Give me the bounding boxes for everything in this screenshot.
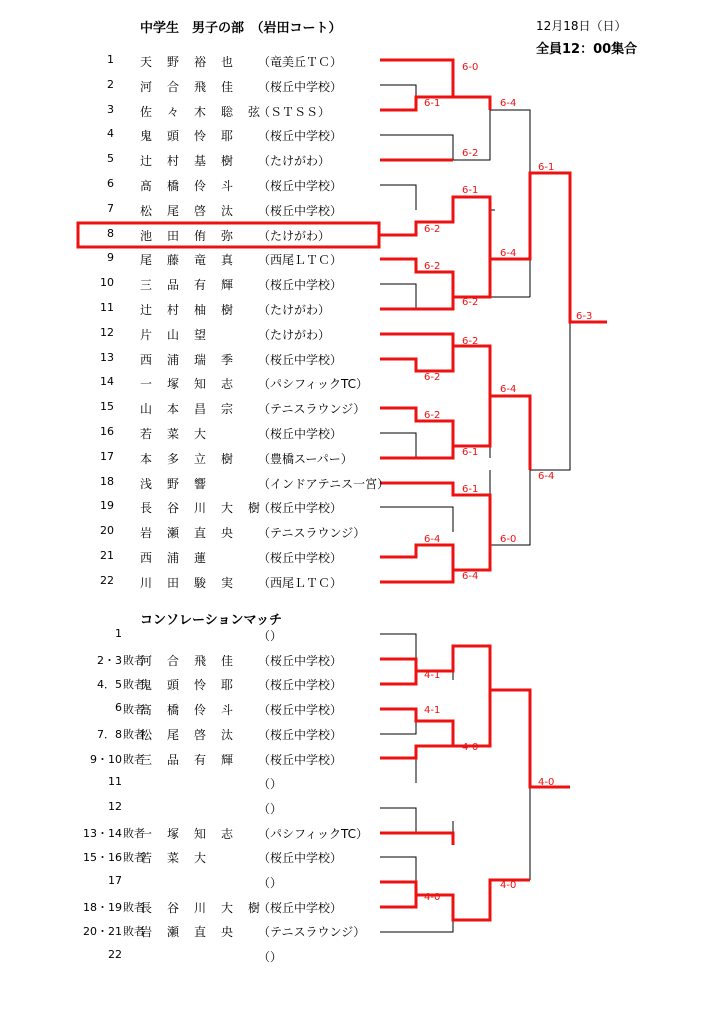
consolation-number: 18・19 (83, 900, 122, 914)
consolation-match-score: 4-1 (424, 705, 441, 716)
match-score: 6-2 (462, 148, 479, 159)
player-number: 16 (100, 425, 114, 438)
consolation-match-score: 4-0 (538, 777, 555, 788)
consolation-match-score: 4-1 (424, 670, 441, 681)
consolation-player-club: （桜丘中学校） (258, 851, 343, 866)
player-club: （たけがわ） (258, 327, 331, 342)
consolation-number: 22 (108, 948, 122, 962)
consolation-player-name: 松尾啓汰 (140, 727, 249, 742)
consolation-number: 17 (108, 874, 122, 887)
player-number: 15 (100, 400, 114, 414)
player-name: 長谷川大樹 (140, 501, 276, 516)
consolation-number: 4．5 (97, 678, 122, 692)
player-name: 西浦瑞季 (140, 352, 249, 367)
consolation-number: 12 (108, 799, 122, 813)
player-club: （桜丘中学校） (258, 427, 343, 441)
consolation-player-club: （桜丘中学校） (258, 678, 343, 693)
player-name: 髙橋伶斗 (140, 179, 249, 193)
player-number: 19 (100, 499, 114, 513)
loser-label: 敗者 (123, 653, 145, 667)
consolation-player-club: （） (258, 629, 283, 643)
player-name: 松尾啓汰 (140, 203, 249, 218)
loser-label: 敗者 (123, 826, 145, 840)
player-name: 池田侑弥 (140, 228, 249, 243)
consolation-number: 2・3 (97, 653, 122, 667)
consolation-player-club: （桜丘中学校） (258, 900, 343, 915)
page-title: 中学生 男子の部 （岩田コート） (140, 21, 342, 36)
player-number: 18 (100, 474, 114, 488)
player-club: （たけがわ） (258, 228, 331, 243)
player-name: 辻村基樹 (140, 154, 249, 169)
player-club: （桜丘中学校） (258, 179, 343, 193)
consolation-player-name: 髙橋伶斗 (140, 703, 249, 718)
player-number: 6 (107, 177, 114, 190)
consolation-player-name: 鬼頭怜耶 (140, 678, 249, 693)
player-name: 西浦蓮 (140, 551, 222, 565)
loser-label: 敗者 (123, 900, 145, 914)
match-score: 6-3 (576, 311, 593, 322)
player-club: （桜丘中学校） (258, 129, 343, 144)
match-score: 6-1 (462, 447, 479, 458)
loser-label: 敗者 (123, 925, 145, 939)
match-score: 6-1 (462, 185, 479, 196)
consolation-number: 20・21 (83, 925, 122, 939)
loser-label: 敗者 (123, 678, 145, 692)
loser-label: 敗者 (123, 851, 145, 865)
player-name: 山本昌宗 (140, 402, 249, 417)
consolation-player-club: （） (258, 950, 283, 965)
consolation-player-club: （テニスラウンジ） (258, 925, 366, 940)
player-club: （竜美丘ＴＣ） (258, 55, 343, 69)
consolation-player-club: （） (258, 777, 283, 792)
player-number: 11 (100, 301, 114, 314)
player-club: （桜丘中学校） (258, 79, 343, 94)
player-club: （桜丘中学校） (258, 551, 343, 565)
player-number: 22 (100, 573, 114, 587)
player-number: 20 (100, 524, 114, 538)
consolation-player-name: 長谷川大樹 (140, 900, 276, 915)
loser-label: 敗者 (123, 727, 145, 741)
consolation-match-score: 4-0 (424, 892, 441, 903)
player-number: 8 (107, 226, 114, 240)
loser-label: 敗者 (123, 752, 145, 766)
player-name: 岩瀬直央 (140, 526, 249, 541)
player-club: （豊橋スーパー） (258, 451, 353, 466)
player-name: 片山望 (140, 327, 222, 342)
match-score: 6-1 (462, 484, 479, 495)
match-score: 6-4 (500, 248, 517, 259)
player-number: 7 (107, 201, 114, 215)
consolation-number: 15・16 (83, 851, 122, 865)
player-name: 天野裕也 (140, 55, 249, 69)
consolation-match-score: 4-0 (462, 742, 479, 753)
player-number: 4 (107, 127, 114, 141)
player-name: 河合飛佳 (140, 79, 249, 94)
consolation-player-name: 三品有輝 (140, 752, 249, 767)
player-club: （桜丘中学校） (258, 278, 343, 293)
player-club: （ＳＴＳＳ） (258, 104, 331, 119)
event-date: 12月18日（日） (536, 19, 627, 33)
consolation-player-name: 一塚知志 (140, 826, 249, 841)
player-number: 17 (100, 449, 114, 463)
player-number: 14 (100, 375, 114, 389)
consolation-number: 9・10 (90, 752, 122, 766)
player-number: 10 (100, 276, 114, 290)
player-number: 5 (107, 152, 114, 166)
match-score: 6-2 (462, 336, 479, 347)
player-name: 浅野響 (140, 476, 222, 491)
player-club: （テニスラウンジ） (258, 402, 366, 417)
match-score: 6-1 (424, 98, 441, 109)
match-score: 6-2 (424, 261, 441, 272)
consolation-title: コンソレーションマッチ (140, 613, 282, 628)
player-number: 3 (107, 102, 114, 116)
match-score: 6-0 (462, 62, 479, 73)
match-score: 6-4 (500, 384, 517, 395)
player-number: 21 (100, 549, 114, 562)
assembly-time: 全員12：00集合 (536, 42, 638, 57)
consolation-player-name: 若菜大 (140, 851, 222, 866)
player-club: （たけがわ） (258, 154, 331, 169)
consolation-player-club: （桜丘中学校） (258, 752, 343, 767)
player-number: 2 (107, 77, 114, 91)
player-club: （たけがわ） (258, 303, 331, 317)
player-name: 本多立樹 (140, 451, 249, 466)
player-number: 1 (107, 53, 114, 66)
match-score: 6-4 (424, 534, 441, 545)
player-name: 辻村柚樹 (140, 303, 249, 317)
match-score: 6-2 (424, 372, 441, 383)
player-number: 9 (107, 251, 114, 265)
match-score: 6-0 (500, 534, 517, 545)
player-name: 三品有輝 (140, 278, 249, 293)
consolation-player-club: （桜丘中学校） (258, 727, 343, 742)
consolation-player-club: （桜丘中学校） (258, 703, 343, 718)
consolation-player-club: （パシフィックTC） (258, 826, 369, 841)
consolation-number: 7．8 (97, 727, 122, 741)
player-number: 13 (100, 350, 114, 364)
match-score: 6-2 (462, 297, 479, 308)
consolation-number: 13・14 (83, 826, 122, 840)
consolation-match-score: 4-0 (500, 880, 517, 891)
consolation-player-club: （） (258, 801, 283, 816)
match-score: 6-4 (538, 471, 555, 482)
player-club: （テニスラウンジ） (258, 526, 366, 541)
loser-label: 敗者 (123, 703, 145, 717)
match-score: 6-1 (538, 162, 555, 173)
consolation-number: 1 (115, 627, 122, 640)
player-number: 12 (100, 325, 114, 339)
consolation-number: 6 (115, 701, 122, 715)
consolation-player-club: （） (258, 876, 283, 890)
player-club: （インドアテニス一宮） (258, 476, 390, 491)
player-club: （桜丘中学校） (258, 501, 343, 516)
consolation-player-name: 河合飛佳 (140, 653, 249, 668)
player-name: 佐々木聡弦 (140, 104, 276, 119)
consolation-number: 11 (108, 775, 122, 789)
player-name: 鬼頭怜耶 (140, 129, 249, 144)
player-club: （西尾ＬＴＣ） (258, 253, 343, 268)
player-name: 川田駿実 (140, 575, 249, 590)
player-club: （パシフィックTC） (258, 377, 369, 392)
player-name: 一塚知志 (140, 377, 249, 392)
consolation-player-club: （桜丘中学校） (258, 653, 343, 668)
player-club: （西尾ＬＴＣ） (258, 575, 343, 590)
player-club: （桜丘中学校） (258, 203, 343, 218)
consolation-player-name: 岩瀬直央 (140, 925, 249, 940)
player-name: 若菜大 (140, 427, 222, 441)
player-name: 尾藤竜真 (140, 253, 249, 268)
match-score: 6-2 (424, 410, 441, 421)
player-club: （桜丘中学校） (258, 352, 343, 367)
match-score: 6-4 (462, 571, 479, 582)
match-score: 6-4 (500, 98, 517, 109)
match-score: 6-2 (424, 224, 441, 235)
